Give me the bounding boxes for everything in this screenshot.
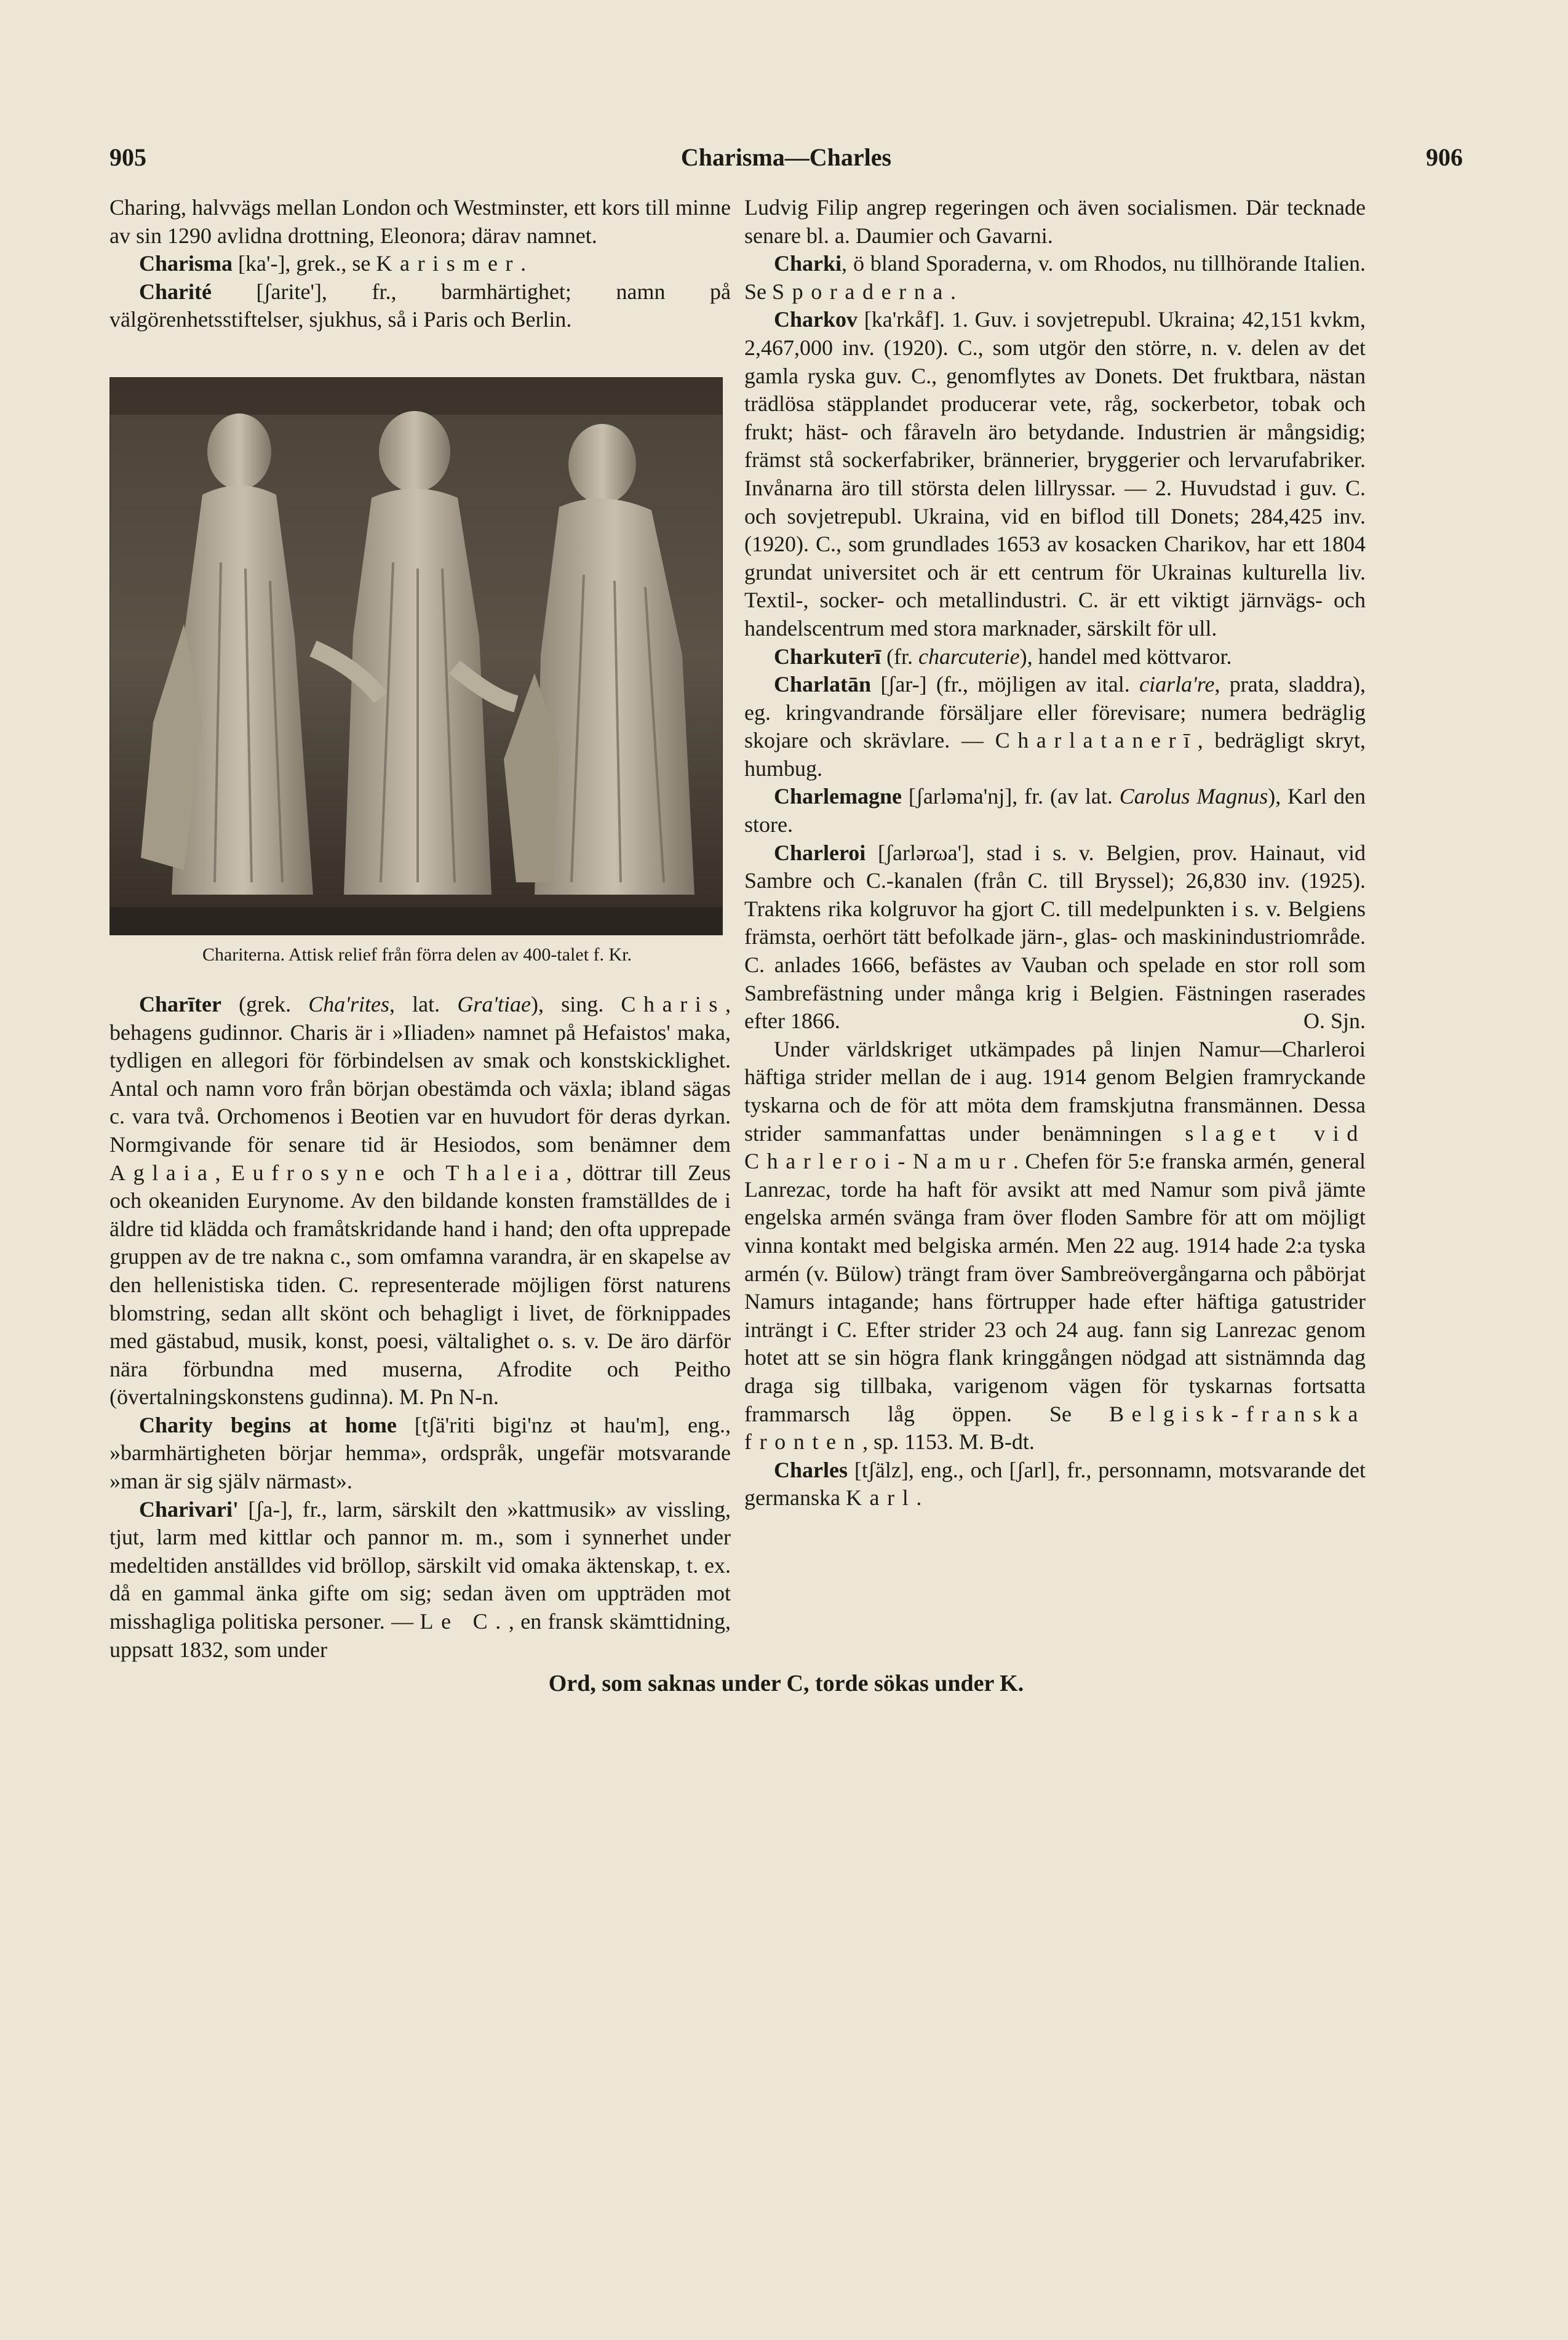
entry-charivari: Charivari' [ʃa-], fr., larm, särskilt den »kattmusik» av vissling, tjut, larm med kittlar och pannor m. m., som i synnerhet under medeltiden anställdes vid bröllop, särskilt vid omaka äktenskap, t. ex. då en gammal änka gifte om sig; sedan även om uppträden mot misshagliga politiska personer. — Le C., en fransk skämttidning, uppsatt 1832, som under xyxy=(109,1496,731,1662)
headword: Charki xyxy=(774,251,842,276)
entry-charki: Charki, ö bland Sporaderna, v. om Rhodos, nu tillhörande Italien. Se Sporaderna. xyxy=(744,251,1366,304)
right-column xyxy=(744,194,1366,1512)
entry-charity-begins-at-home: Charity begins at home [tʃä'riti bigi'nz ət hau'm], eng., »barmhärtigheten börjar hemma», ordspråk, ungefär motsvarande »man är sig själv närmast». xyxy=(109,1412,731,1494)
page-number-right: 906 xyxy=(1426,143,1463,171)
entry-chariter: Charīter (grek. Cha'rites, lat. Gra'tiae), sing. Charis, behagens gudinnor. Charis är i »Iliaden» namnet på Hefaistos' maka, tydligen en allegori för förbindelsen av smak och konstskicklighet. Antal och namn voro från början obestämda och växla; ibland sägas c. vara två. Orchomenos i Beotien var en huvudort för deras dyrkan. Normgivande för senare tid är Hesiodos, som benämner dem Aglaia, Eufrosyne och Thaleia, döttrar till Zeus och okeaniden Eurynome. Av den bildande konsten framställdes de i äldre tid klädda och framåtskridande hand i hand; den ofta upprepade gruppen av de tre nakna c., som omfamna varandra, är en skapelse av den hellenistiska tiden. C. representerade möjligen först naturens blomstring, sedan allt skönt och behagligt i livet, de förknippades med gästabud, musik, konst, poesi, vältalighet o. s. v. De äro därför nära förbundna med muserna, Afrodite och Peitho (övertalningskonstens gudinna). M. Pn N-n. xyxy=(109,991,731,1410)
three-graces-relief-image xyxy=(110,378,722,935)
entry-charivari-continued: Ludvig Filip angrep regeringen och även socialismen. Där tecknade senare bl. a. Daumier och Gavarni. xyxy=(744,195,1366,248)
footer-note: Ord, som saknas under C, torde sökas under K. xyxy=(548,1671,1024,1696)
headword: Charivari' xyxy=(139,1496,239,1522)
headword: Charité xyxy=(139,279,212,304)
headword: Charlemagne xyxy=(774,784,902,809)
headword: Charlatān xyxy=(774,672,872,697)
entry-charlatan: Charlatān [ʃar-] (fr., möjligen av ital. ciarla're, prata, sladdra), eg. kringvandrande försäljare eller förevisare; numera bedräglig skojare och skrävlare. — Charlatanerī, bedrägligt skryt, humbug. xyxy=(744,672,1366,781)
page-number-left: 905 xyxy=(109,143,146,171)
entry-charkov: Charkov [ka'rkåf]. 1. Guv. i sovjetrepubl. Ukraina; 42,151 kvkm, 2,467,000 inv. (1920). C., som utgör den större, n. v. delen av det gamla ryska guv. C., genomflytes av Donets. Det fruktbara, nästan trädlösa stäpplandet producerar vete, råg, sockerbetor, tobak och frukt; häst- och fåraveln äro betydande. Industrien är mångsidig; främst stå sockerfabriker, brännerier, bryggerier och lervarufabriker. Invånarna äro till största delen lillryssar. — 2. Huvudstad i guv. C. och sovjetrepubl. Ukraina, vid en biflod till Donets; 284,425 inv. (1920). C., som grundlades 1653 av kosacken Charikov, har ett 1804 grundat universitet och är ett centrum för Ukrainas kulturella liv. Textil-, socker- och metallindustri. C. är ett viktigt järnvägs- och handelscentrum med stora marknader, särskilt för ull. xyxy=(744,307,1366,641)
page-header xyxy=(109,143,1463,186)
entry-charleroi: Charleroi [ʃarlərωa'], stad i s. v. Belgien, prov. Hainaut, vid Sambre och C.-kanalen (från C. till Bryssel); 26,830 inv. (1925). Traktens rika kolgruvor ha gjort C. till medelpunkten i s. v. Belgiens främsta, oerhört tätt befolkade järn-, glas- och maskinindustriområde. C. anlades 1666, befästes av Vauban och spelade en stor roll som Sambrefästning under många krig i Belgien. Fästningen raserades efter 1866. O. Sjn. xyxy=(744,839,1366,1036)
left-column xyxy=(109,194,731,1664)
author-signature: O. Sjn. xyxy=(1303,1008,1366,1034)
entry-charisma: Charisma [ka'-], grek., se Karismer. xyxy=(139,251,527,276)
headword: Charles xyxy=(774,1457,848,1482)
headword: Charisma xyxy=(139,251,233,276)
headword: Charity begins at home xyxy=(139,1412,397,1437)
figure-caption: Chariterna. Attisk relief från förra delen av 400-talet f. Kr. xyxy=(202,944,632,965)
entry-charleroi-battle: Under världskriget utkämpades på linjen Namur—Charleroi häftiga strider mellan de i aug. 1914 genom Belgien framryckande tyskarna och de för att möta dem framskjutna fransmännen. Dessa strider sammanfattas under benämningen slaget vid Charleroi-Namur. Chefen för 5:e franska armén, general Lanrezac, torde ha haft för avsikt att med Namur som pivå jämte engelska armén svänga fram över floden Sambre för att om möjligt vinna kontakt med belgiska armén. Men 22 aug. 1914 hade 2:a tyska armén (v. Bülow) trängt fram över Sambreövergångarna och påbörjat Namurs intagande; hans förtrupper hade efter häftiga gatustrider inträngt i C. Efter strider 23 och 24 aug. fann sig Lanrezac genom hotet att se sin högra flank kringgången nödgad att sistnämnda dag draga sig tillbaka, varigenom vägen för tyskarnas fortsatta frammarsch låg öppen. Se Belgisk-franska fronten, sp. 1153. M. B-dt. xyxy=(744,1036,1366,1455)
entry-charing: Charing, halvvägs mellan London och Westminster, ett kors till minne av sin 1290 avlidna drottning, Eleonora; därav namnet. xyxy=(109,195,731,248)
entry-charkuteri: Charkuterī (fr. charcuterie), handel med köttvaror. xyxy=(774,644,1232,669)
running-title: Charisma—Charles xyxy=(680,143,892,171)
cross-reference: Sporaderna xyxy=(772,279,950,304)
headword: Charīter xyxy=(139,991,221,1016)
headword: Charkov xyxy=(774,307,858,332)
headword: Charkuterī xyxy=(774,644,881,669)
cross-reference: Karismer xyxy=(376,251,521,276)
figure-chariterna xyxy=(109,377,725,966)
headword: Charleroi xyxy=(774,840,866,865)
entry-charite: Charité [ʃarite'], fr., barmhärtighet; namn på välgörenhetsstiftelser, sjukhus, så i Paris och Berlin. xyxy=(109,279,731,332)
relief-photo xyxy=(109,377,723,935)
cross-reference: Belgisk-franska fronten xyxy=(744,1401,1366,1455)
entry-charlemagne: Charlemagne [ʃarləma'nj], fr. (av lat. Carolus Magnus), Karl den store. xyxy=(744,784,1366,837)
entry-charles: Charles [tʃälz], eng., och [ʃarl], fr., personnamn, motsvarande det germanska Karl. xyxy=(744,1457,1366,1511)
